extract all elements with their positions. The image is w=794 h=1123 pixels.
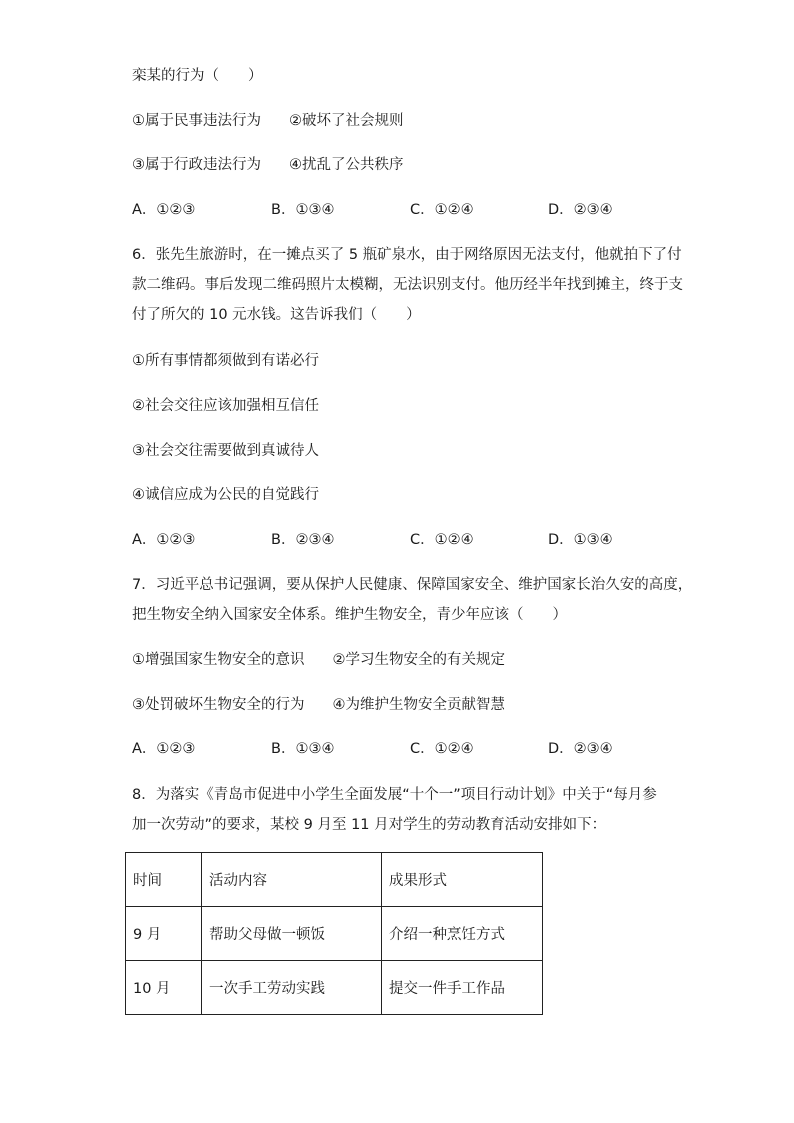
q5-stem-tail: 栾某的行为（ ）: [132, 68, 263, 84]
q6-statement-4: ④诚信应成为公民的自觉践行: [132, 487, 319, 503]
q7-option-a: A．①②③: [132, 741, 196, 757]
q6-statement-3: ③社会交往需要做到真诚待人: [132, 443, 319, 459]
q7-option-d: D．②③④: [548, 741, 613, 757]
table-header-cell: 成果形式: [382, 853, 543, 907]
q8-stem-line-2: 加一次劳动”的要求，某校 9 月至 11 月对学生的劳动教育活动安排如下：: [132, 817, 607, 833]
q6-option-a: A．①②③: [132, 532, 196, 548]
q7-stem-line-2: 把生物安全纳入国家安全体系。维护生物安全，青少年应该（ ）: [132, 607, 567, 623]
q6-stem-line-3: 付了所欠的 10 元水钱。这告诉我们（ ）: [132, 307, 421, 323]
table-header-cell: 活动内容: [202, 853, 382, 907]
table-cell: 提交一件手工作品: [382, 961, 543, 1015]
q5-statement-row-2: [132, 155, 404, 175]
q7-option-c: C．①②④: [410, 741, 474, 757]
table-header-cell: 时间: [126, 853, 202, 907]
q6-option-d: D．①③④: [548, 532, 613, 548]
q7-option-b: B．①③④: [271, 741, 335, 757]
q5-statement-row-1: [132, 111, 404, 131]
q5-option-c: C．①②④: [410, 202, 474, 218]
q7-statement-4: ④为维护生物安全贡献智慧: [332, 697, 505, 713]
q6-stem-line-1: 6．张先生旅游时，在一摊点买了 5 瓶矿泉水，由于网络原因无法支付，他就拍下了付: [132, 247, 682, 263]
q6-statement-2: ②社会交往应该加强相互信任: [132, 398, 319, 414]
table-row: [126, 907, 543, 961]
table-cell: 帮助父母做一顿饭: [202, 907, 382, 961]
q7-statement-row-1: [132, 650, 505, 670]
q7-statement-2: ②学习生物安全的有关规定: [332, 652, 505, 668]
q5-statement-3: ③属于行政违法行为: [132, 157, 261, 173]
q7-stem-line-1: 7．习近平总书记强调，要从保护人民健康、保障国家安全、维护国家长治久安的高度，: [132, 577, 693, 593]
q6-option-b: B．②③④: [271, 532, 335, 548]
q6-option-c: C．①②④: [410, 532, 474, 548]
q5-option-a: A．①②③: [132, 202, 196, 218]
q5-statement-4: ④扰乱了公共秩序: [289, 157, 404, 173]
q5-statement-1: ①属于民事违法行为: [132, 113, 261, 129]
table-row: [126, 961, 543, 1015]
table-cell: 介绍一种烹饪方式: [382, 907, 543, 961]
q6-stem-line-2: 款二维码。事后发现二维码照片太模糊，无法识别支付。他历经半年找到摊主，终于支: [132, 277, 683, 293]
q8-stem-line-1: 8．为落实《青岛市促进中小学生全面发展“十个一”项目行动计划》中关于“每月参: [132, 787, 657, 803]
q7-statement-3: ③处罚破坏生物安全的行为: [132, 697, 305, 713]
q7-statement-1: ①增强国家生物安全的意识: [132, 652, 305, 668]
q5-statement-2: ②破坏了社会规则: [289, 113, 404, 129]
q5-option-d: D．②③④: [548, 202, 613, 218]
table-header-row: [126, 853, 543, 907]
q7-statement-row-2: [132, 695, 505, 715]
table-cell: 10 月: [126, 961, 202, 1015]
q5-option-b: B．①③④: [271, 202, 335, 218]
q8-activity-table: [125, 852, 543, 1015]
q6-statement-1: ①所有事情都须做到有诺必行: [132, 353, 319, 369]
table-cell: 一次手工劳动实践: [202, 961, 382, 1015]
table-cell: 9 月: [126, 907, 202, 961]
